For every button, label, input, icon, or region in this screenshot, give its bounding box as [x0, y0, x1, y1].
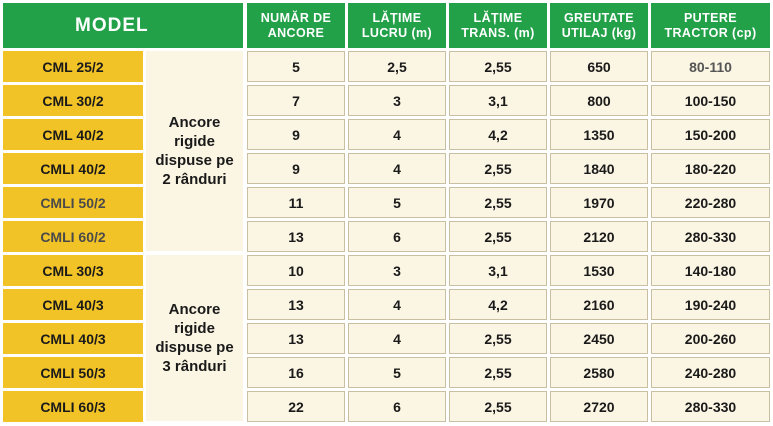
power-cell: [651, 153, 770, 184]
anchors-value: 13: [288, 296, 304, 313]
group-two-rows-line4: 2 rânduri: [162, 171, 227, 188]
group-two-rows: [146, 51, 243, 251]
work-width-value: 6: [393, 228, 401, 245]
work-width-value: 5: [393, 364, 401, 381]
power-value: 220-280: [684, 194, 737, 211]
group-two-rows-line2: rigide: [174, 133, 215, 150]
model-label: CMLI 40/3: [40, 330, 106, 347]
model-label: CML 25/2: [42, 58, 104, 75]
anchors-value: 13: [288, 228, 304, 245]
header-anchors-line2: ANCORE: [267, 25, 325, 40]
weight-value: 2120: [583, 228, 615, 245]
power-cell: [651, 289, 770, 320]
trans-width-value: 2,55: [484, 228, 512, 245]
work-width-value: 3: [393, 262, 401, 279]
header-work-width: [348, 3, 446, 48]
header-weight-line2: UTILAJ (kg): [561, 25, 637, 40]
model-label: CML 30/2: [42, 92, 104, 109]
header-trans-width-line2: TRANS. (m): [461, 25, 535, 40]
power-cell: [651, 323, 770, 354]
anchors-value: 11: [288, 194, 304, 211]
power-value: 80-110: [689, 58, 732, 75]
work-width-cell: [348, 221, 446, 252]
model-cell: [3, 357, 143, 388]
power-value: 240-280: [684, 364, 737, 381]
model-cell: [3, 255, 143, 286]
weight-value: 1350: [583, 126, 615, 143]
power-cell: [651, 85, 770, 116]
model-cell: [3, 289, 143, 320]
trans-width-cell: [449, 153, 547, 184]
power-value: 280-330: [684, 228, 737, 245]
anchors-value: 16: [288, 364, 304, 381]
anchors-cell: [247, 187, 345, 218]
anchors-value: 9: [292, 160, 300, 177]
model-cell: [3, 187, 143, 218]
header-power-line2: TRACTOR (cp): [664, 25, 757, 40]
trans-width-cell: [449, 221, 547, 252]
weight-cell: [550, 221, 648, 252]
work-width-value: 4: [393, 160, 401, 177]
group-three-rows-line3: dispuse pe: [155, 339, 234, 356]
work-width-cell: [348, 289, 446, 320]
anchors-value: 13: [288, 330, 304, 347]
power-value: 200-260: [684, 330, 737, 347]
trans-width-value: 3,1: [488, 262, 508, 279]
header-power-line1: PUTERE: [683, 10, 738, 25]
weight-cell: [550, 85, 648, 116]
trans-width-cell: [449, 119, 547, 150]
weight-value: 2580: [583, 364, 615, 381]
model-cell: [3, 221, 143, 252]
trans-width-value: 4,2: [488, 126, 508, 143]
anchors-cell: [247, 255, 345, 286]
power-value: 280-330: [684, 398, 737, 415]
header-anchors-line1: NUMĂR DE: [260, 10, 332, 25]
work-width-cell: [348, 323, 446, 354]
group-three-rows-line2: rigide: [174, 320, 215, 337]
work-width-cell: [348, 391, 446, 422]
spec-table: [3, 3, 770, 423]
weight-cell: [550, 391, 648, 422]
anchors-cell: [247, 221, 345, 252]
anchors-cell: [247, 391, 345, 422]
work-width-value: 5: [393, 194, 401, 211]
model-label: CMLI 50/3: [40, 364, 106, 381]
weight-value: 1840: [583, 160, 615, 177]
weight-cell: [550, 187, 648, 218]
work-width-cell: [348, 187, 446, 218]
anchors-cell: [247, 51, 345, 82]
trans-width-cell: [449, 187, 547, 218]
model-cell: [3, 153, 143, 184]
model-label: CML 30/3: [42, 262, 104, 279]
weight-value: 2450: [583, 330, 615, 347]
power-value: 180-220: [684, 160, 737, 177]
weight-value: 1970: [583, 194, 615, 211]
model-label: CML 40/2: [42, 126, 104, 143]
header-anchors: [247, 3, 345, 48]
header-weight-line1: GREUTATE: [563, 10, 635, 25]
header-model: [3, 3, 243, 48]
power-value: 140-180: [684, 262, 737, 279]
anchors-cell: [247, 153, 345, 184]
power-cell: [651, 221, 770, 252]
work-width-value: 3: [393, 92, 401, 109]
work-width-cell: [348, 119, 446, 150]
anchors-cell: [247, 119, 345, 150]
weight-value: 1530: [583, 262, 615, 279]
power-value: 190-240: [684, 296, 737, 313]
anchors-cell: [247, 323, 345, 354]
trans-width-cell: [449, 85, 547, 116]
group-two-rows-line1: Ancore: [168, 114, 221, 131]
group-two-rows-line3: dispuse pe: [155, 152, 234, 169]
anchors-cell: [247, 85, 345, 116]
anchors-value: 7: [292, 92, 300, 109]
header-weight: [550, 3, 648, 48]
trans-width-value: 2,55: [484, 160, 512, 177]
power-cell: [651, 51, 770, 82]
group-three-rows-line4: 3 rânduri: [162, 358, 227, 375]
model-cell: [3, 119, 143, 150]
power-cell: [651, 187, 770, 218]
work-width-value: 6: [393, 398, 401, 415]
anchors-value: 5: [292, 58, 300, 75]
power-value: 150-200: [684, 126, 737, 143]
work-width-cell: [348, 255, 446, 286]
header-trans-width: [449, 3, 547, 48]
weight-value: 650: [587, 58, 611, 75]
group-three-rows: [146, 255, 243, 421]
model-label: CMLI 60/3: [40, 398, 106, 415]
weight-cell: [550, 255, 648, 286]
weight-cell: [550, 153, 648, 184]
header-work-width-line2: LUCRU (m): [361, 25, 433, 40]
trans-width-cell: [449, 391, 547, 422]
model-cell: [3, 51, 143, 82]
trans-width-value: 2,55: [484, 58, 512, 75]
power-value: 100-150: [684, 92, 737, 109]
power-cell: [651, 255, 770, 286]
trans-width-value: 2,55: [484, 194, 512, 211]
trans-width-cell: [449, 255, 547, 286]
weight-cell: [550, 51, 648, 82]
model-cell: [3, 85, 143, 116]
weight-cell: [550, 323, 648, 354]
model-cell: [3, 391, 143, 422]
model-label: CML 40/3: [42, 296, 104, 313]
model-label: CMLI 40/2: [40, 160, 106, 177]
header-trans-width-line1: LĂȚIME: [473, 10, 523, 25]
work-width-value: 4: [393, 296, 401, 313]
weight-cell: [550, 289, 648, 320]
trans-width-value: 3,1: [488, 92, 508, 109]
model-cell: [3, 323, 143, 354]
anchors-value: 10: [288, 262, 304, 279]
power-cell: [651, 391, 770, 422]
work-width-cell: [348, 357, 446, 388]
anchors-cell: [247, 357, 345, 388]
trans-width-cell: [449, 323, 547, 354]
anchors-value: 9: [292, 126, 300, 143]
anchors-value: 22: [288, 398, 304, 415]
weight-value: 2720: [583, 398, 615, 415]
trans-width-value: 4,2: [488, 296, 508, 313]
trans-width-value: 2,55: [484, 398, 512, 415]
work-width-cell: [348, 153, 446, 184]
trans-width-cell: [449, 289, 547, 320]
weight-cell: [550, 357, 648, 388]
trans-width-value: 2,55: [484, 330, 512, 347]
header-power: [651, 3, 770, 48]
trans-width-cell: [449, 357, 547, 388]
work-width-cell: [348, 51, 446, 82]
work-width-value: 2,5: [387, 58, 407, 75]
power-cell: [651, 119, 770, 150]
model-label: CMLI 50/2: [40, 194, 106, 211]
weight-value: 2160: [583, 296, 615, 313]
anchors-cell: [247, 289, 345, 320]
power-cell: [651, 357, 770, 388]
work-width-value: 4: [393, 126, 401, 143]
work-width-value: 4: [393, 330, 401, 347]
weight-cell: [550, 119, 648, 150]
header-model-label: MODEL: [75, 15, 149, 36]
group-three-rows-line1: Ancore: [168, 301, 221, 318]
trans-width-value: 2,55: [484, 364, 512, 381]
trans-width-cell: [449, 51, 547, 82]
work-width-cell: [348, 85, 446, 116]
header-work-width-line1: LĂȚIME: [372, 10, 422, 25]
model-label: CMLI 60/2: [40, 228, 106, 245]
weight-value: 800: [587, 92, 611, 109]
